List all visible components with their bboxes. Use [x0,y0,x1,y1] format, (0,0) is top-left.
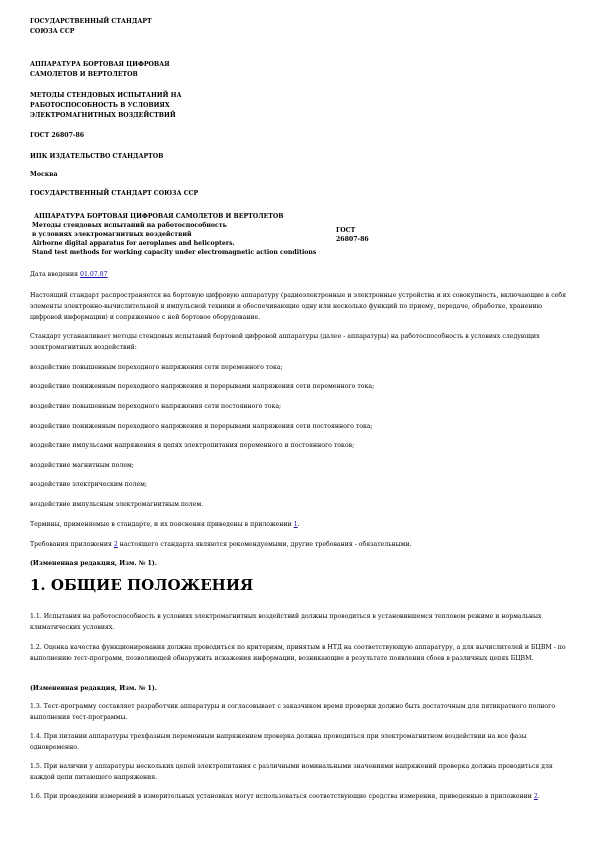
edition-note-1: (Измененная редакция, Изм. № 1). [30,560,157,567]
list-item: воздействие пониженным переходного напряжения и перерывами напряжения сети постоянного тока; [30,423,373,430]
appendix-2-link[interactable]: 2 [113,541,118,548]
list-item: воздействие пониженным переходного напряжения и перерывами напряжения сети переменного тока; [30,383,375,390]
appendix-1-link[interactable]: 1 [293,521,298,528]
intro-paragraph-2: Стандарт устанавливает методы стендовых испытаний бортовой цифровой аппаратуры (далее - аппаратуры) на работоспособность в условиях следующих электромагнитных воздействий: [30,333,540,351]
clause-1-6-text: 1.6. При проведении измерений в измерительных установках могут использоваться соответствующие средства измерения, приведенные в приложении [30,793,534,800]
title-block-gost-number: 26807-86 [336,236,369,243]
requirements-paragraph [30,540,412,549]
intro-paragraph-1: Настоящий стандарт распространяется на бортовую цифровую аппаратуру (радиоэлектронные и электронные устройства и их совокупность, включающие в себя элементы электронно-вычислительной и импульсной техники и обеспечивающие одну или несколько функций по приему, передаче, обработке, хранению цифровой информации) и сопряженное с ней бортовое оборудование. [30,292,567,321]
standard-full: ГОСУДАРСТВЕННЫЙ СТАНДАРТ СОЮЗА ССР [30,190,199,197]
title-line-2: САМОЛЕТОВ И ВЕРТОЛЕТОВ [30,71,138,78]
title-block-line-4: Airborne digital apparatus for aeroplanes and helicopters. [32,240,235,247]
standard-line-1: ГОСУДАРСТВЕННЫЙ СТАНДАРТ [30,18,152,25]
clause-1-1: 1.1. Испытания на работоспособность в условиях электромагнитных воздействий должны проводиться в установившемся тепловом режиме и нормальных климатических условиях. [30,613,542,631]
req-text-1: Требования приложения [30,541,114,548]
list-item: воздействие повышенным переходного напряжения сети переменного тока; [30,364,283,371]
terms-paragraph [30,520,300,529]
list-item: воздействие повышенным переходного напряжения сети постоянного тока; [30,403,282,410]
list-item: воздействие импульсным электромагнитным полем. [30,501,204,508]
clause-1-4: 1.4. При питании аппаратуры трехфазным переменным напряжением проверка должна проводиться при электромагнитном воздействии на все фазы одновременно. [30,733,527,751]
title-line-1: АППАРАТУРА БОРТОВАЯ ЦИФРОВАЯ [30,61,170,68]
terms-end: . [297,521,300,528]
section-title: 1. ОБЩИЕ ПОЛОЖЕНИЯ [30,576,254,594]
clause-1-5: 1.5. При наличии у аппаратуры нескольких цепей электропитания с различными номинальными значениями напряжений проверка должна проводиться для каждой цепи питающего напряжения. [30,763,553,781]
clause-1-3: 1.3. Тест-программу составляет разработчик аппаратуры и согласовывает с заказчиком время проверки должно быть достаточным для пятикратного полного выполнения тест-программы. [30,703,556,721]
title-block-line-5: Stand test methods for working capacity under electromagnetic action conditions [32,249,317,256]
city: Москва [30,171,58,178]
introduction-date [30,270,108,279]
edition-note-2: (Измененная редакция, Изм. № 1). [30,685,157,692]
list-item: воздействие импульсами напряжения в цепях электропитания переменного и постоянного токов; [30,442,355,449]
terms-text: Термины, применяемые в стандарте, и их пояснения приведены в приложении [30,521,294,528]
publisher: ИПК ИЗДАТЕЛЬСТВО СТАНДАРТОВ [30,153,164,160]
req-text-2: настоящего стандарта являются рекомендуемыми, другие требования - обязательными. [117,541,412,548]
title-block-line-3: в условиях электромагнитных воздействий [32,231,192,238]
clause-1-2: 1.2. Оценка качества функционирования должна проводиться по критериям, принятым в НТД на соответствующую аппаратуру, а для вычислителей и БЦВМ - по выполнению тест-программ, позволяющей обнаружить искажения информации, возникающие в результате появления сбоев в различных цепях БЦВМ. [30,644,566,662]
title-block-line-1: АППАРАТУРА БОРТОВАЯ ЦИФРОВАЯ САМОЛЕТОВ И ВЕРТОЛЕТОВ [34,213,284,220]
list-item: воздействие магнитным полем; [30,462,134,469]
methods-line-1: МЕТОДЫ СТЕНДОВЫХ ИСПЫТАНИЙ НА [30,92,182,99]
title-block-gost-label: ГОСТ [336,227,356,234]
clause-1-6 [30,791,567,802]
appendix-2-link-clause[interactable]: 2 [533,793,538,800]
standard-line-2: СОЮЗА ССР [30,28,75,35]
gost-number: ГОСТ 26807-86 [30,132,85,139]
date-label: Дата введения [30,271,81,278]
list-item: воздействие электрическим полем; [30,481,148,488]
date-value: 01.07.87 [80,271,108,278]
methods-line-3: ЭЛЕКТРОМАГНИТНЫХ ВОЗДЕЙСТВИЙ [30,112,176,119]
clause-1-6-end: . [537,793,540,800]
methods-line-2: РАБОТОСПОСОБНОСТЬ В УСЛОВИЯХ [30,102,170,109]
title-block-line-2: Методы стендовых испытаний на работоспособность [32,222,227,229]
